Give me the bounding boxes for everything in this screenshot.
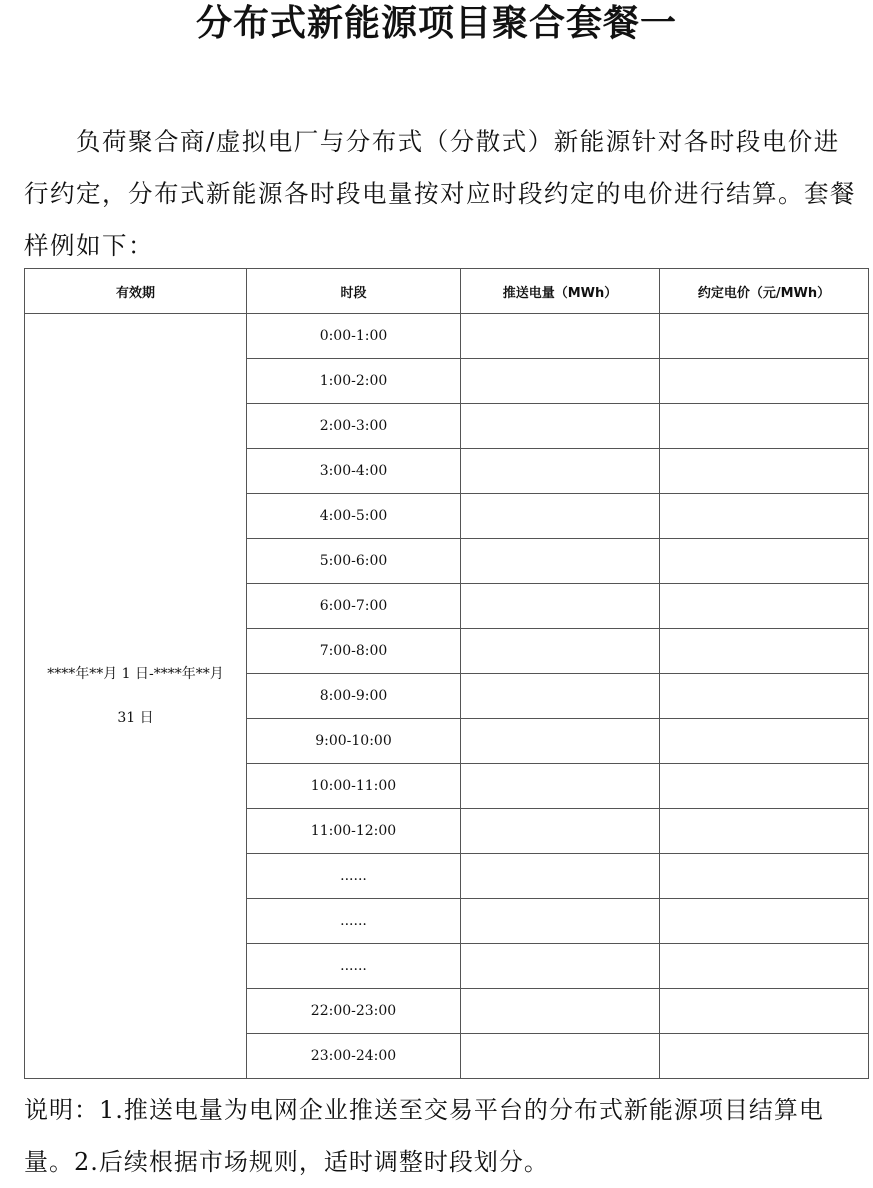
price-cell xyxy=(660,989,869,1034)
period-cell: 1:00-2:00 xyxy=(247,359,461,404)
period-cell: ...... xyxy=(247,899,461,944)
table-row xyxy=(25,314,869,359)
energy-cell xyxy=(461,404,660,449)
energy-cell xyxy=(461,854,660,899)
price-cell xyxy=(660,899,869,944)
period-cell: 23:00-24:00 xyxy=(247,1034,461,1079)
price-cell xyxy=(660,584,869,629)
period-cell: 2:00-3:00 xyxy=(247,404,461,449)
price-cell xyxy=(660,674,869,719)
price-cell xyxy=(660,314,869,359)
price-cell xyxy=(660,359,869,404)
period-cell: 5:00-6:00 xyxy=(247,539,461,584)
price-cell xyxy=(660,494,869,539)
price-cell xyxy=(660,944,869,989)
period-cell: 4:00-5:00 xyxy=(247,494,461,539)
table-body xyxy=(25,314,869,1079)
energy-cell xyxy=(461,764,660,809)
energy-cell xyxy=(461,584,660,629)
period-cell: 9:00-10:00 xyxy=(247,719,461,764)
validity-line-1: ****年**月 1 日-****年**月 xyxy=(47,666,224,682)
period-cell: 0:00-1:00 xyxy=(247,314,461,359)
price-cell xyxy=(660,629,869,674)
header-period: 时段 xyxy=(247,269,461,314)
header-energy: 推送电量（MWh） xyxy=(461,269,660,314)
period-cell: ...... xyxy=(247,854,461,899)
energy-cell xyxy=(461,989,660,1034)
header-validity: 有效期 xyxy=(25,269,247,314)
period-cell: 22:00-23:00 xyxy=(247,989,461,1034)
energy-cell xyxy=(461,629,660,674)
energy-cell xyxy=(461,674,660,719)
period-cell: 10:00-11:00 xyxy=(247,764,461,809)
price-cell xyxy=(660,719,869,764)
period-cell: 3:00-4:00 xyxy=(247,449,461,494)
energy-cell xyxy=(461,944,660,989)
note-paragraph: 说明：1.推送电量为电网企业推送至交易平台的分布式新能源项目结算电量。2.后续根据市场规则，适时调整时段划分。 xyxy=(24,1096,824,1176)
package-table xyxy=(24,268,869,1079)
energy-cell xyxy=(461,539,660,584)
period-cell: ...... xyxy=(247,944,461,989)
validity-cell xyxy=(25,314,247,1079)
period-cell: 11:00-12:00 xyxy=(247,809,461,854)
period-cell: 7:00-8:00 xyxy=(247,629,461,674)
intro-paragraph: 负荷聚合商/虚拟电厂与分布式（分散式）新能源针对各时段电价进行约定，分布式新能源各时段电量按对应时段约定的电价进行结算。套餐样例如下： xyxy=(24,127,856,260)
table-header-row xyxy=(25,269,869,314)
period-cell: 6:00-7:00 xyxy=(247,584,461,629)
price-cell xyxy=(660,449,869,494)
price-cell xyxy=(660,764,869,809)
period-cell: 8:00-9:00 xyxy=(247,674,461,719)
energy-cell xyxy=(461,809,660,854)
energy-cell xyxy=(461,899,660,944)
price-cell xyxy=(660,539,869,584)
header-price: 约定电价（元/MWh） xyxy=(660,269,869,314)
price-cell xyxy=(660,1034,869,1079)
price-cell xyxy=(660,854,869,899)
energy-cell xyxy=(461,359,660,404)
energy-cell xyxy=(461,494,660,539)
price-cell xyxy=(660,809,869,854)
page-title: 分布式新能源项目聚合套餐一 xyxy=(195,3,677,44)
energy-cell xyxy=(461,1034,660,1079)
validity-line-2: 31 日 xyxy=(117,710,154,726)
energy-cell xyxy=(461,449,660,494)
energy-cell xyxy=(461,314,660,359)
price-cell xyxy=(660,404,869,449)
energy-cell xyxy=(461,719,660,764)
